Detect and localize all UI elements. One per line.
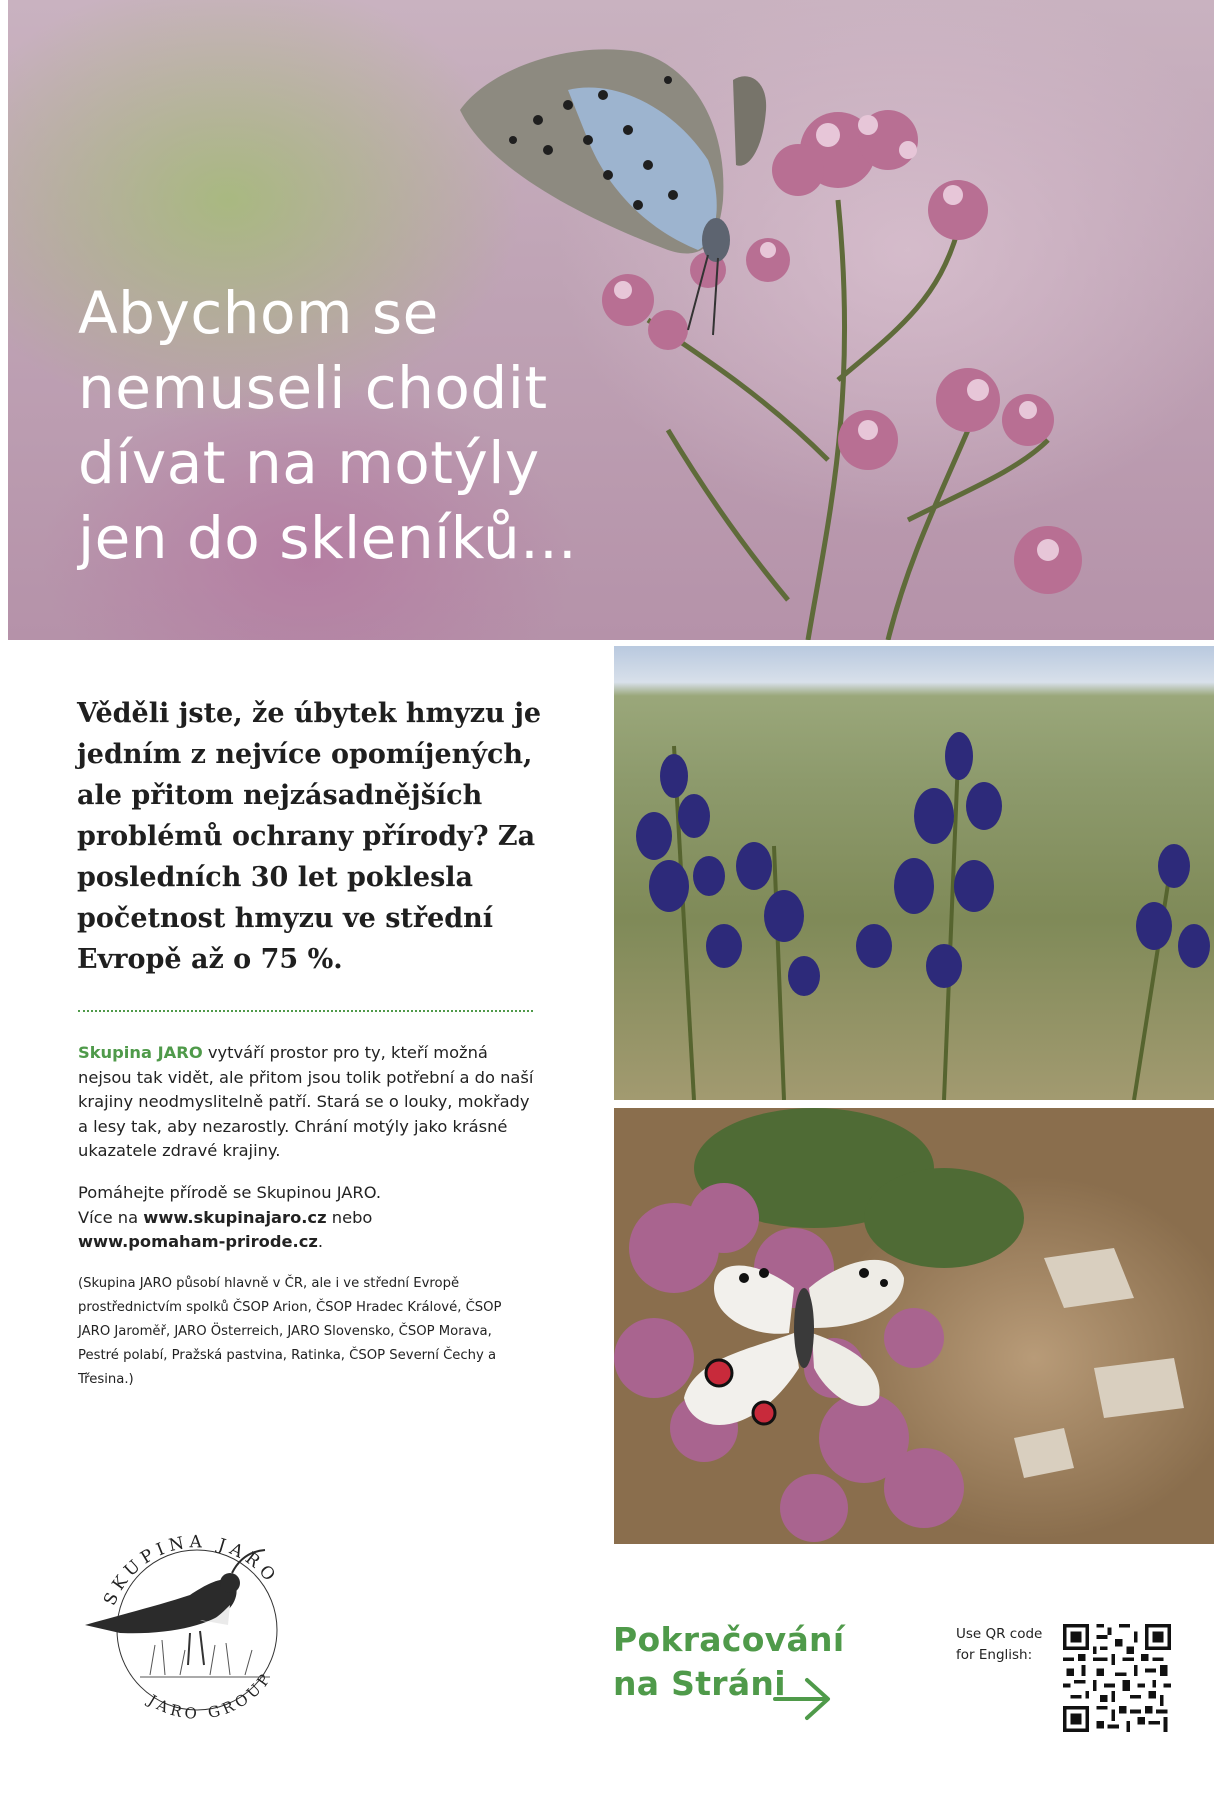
apollo-butterfly-photo [614, 1108, 1214, 1544]
logo-graphic [80, 1505, 310, 1735]
brand-name: Skupina JARO [78, 1043, 203, 1062]
lapwing-icon [85, 1550, 265, 1665]
qr-label-line: Use QR code [956, 1626, 1043, 1642]
sage-illustration [614, 646, 1214, 1100]
link-skupinajaro[interactable]: www.skupinajaro.cz [143, 1207, 327, 1227]
dotted-divider [78, 1010, 533, 1012]
body-paragraph-help [78, 1181, 538, 1255]
arrow-right-icon[interactable] [773, 1676, 833, 1722]
hero-title-line: Abychom se [78, 279, 439, 347]
hero-title-line: nemuseli chodit [78, 354, 548, 422]
hero-title-line: dívat na motýly [78, 429, 540, 497]
hero-photo [8, 0, 1214, 640]
cta-line: na Stráni [613, 1664, 786, 1703]
body-paragraph-text: vytváří prostor pro ty, kteří možná nejsou tak vidět, ale přitom jsou tolik potřební a do naší krajiny neodmyslitelně patří. Stará se o louky, mokřady a lesy tak, aby nezarostly. Chrání motýly jako krásné ukazatele zdravé krajiny. [78, 1043, 534, 1160]
logo-top-text: SKUPINA JARO [100, 1532, 283, 1609]
apollo-illustration [614, 1108, 1214, 1544]
skupina-jaro-logo [80, 1505, 310, 1735]
more-prefix: Více na [78, 1207, 144, 1227]
link-pomaham-prirode[interactable]: www.pomaham-prirode.cz [78, 1232, 318, 1251]
hero-title-line: jen do skleníků... [78, 504, 578, 572]
body-paragraph-about [78, 1041, 538, 1164]
hero-title [78, 276, 577, 576]
grass-icon [140, 1640, 270, 1677]
footnote: (Skupina JARO působí hlavně v ČR, ale i ve střední Evropě prostřednictvím spolků ČSOP Arion, ČSOP Hradec Králové, ČSOP JARO Jaroměř, JARO Österreich, JARO Slovensko, ČSOP Morava, Pestré polabí, Pražská pastvina, Ratinka, ČSOP Severní Čechy a Třesina.) [78, 1276, 502, 1387]
cta-line: Pokračování [613, 1620, 845, 1659]
logo-bottom-text: JARO GROUP [144, 1667, 277, 1723]
period: . [317, 1232, 324, 1251]
qr-code-icon[interactable] [1063, 1624, 1171, 1732]
or-text: nebo [326, 1207, 373, 1227]
meadow-sage-photo [614, 646, 1214, 1100]
lead-paragraph: Věděli jste, že úbytek hmyzu je jedním z nejvíce opomíjených, ale přitom nejzásadnějších problémů ochrany přírody? Za posledních 30 let poklesla početnost hmyzu ve střední Evropě až o 75 %. [77, 698, 542, 975]
qr-label [956, 1624, 1066, 1666]
qr-label-line: for English: [956, 1647, 1033, 1663]
help-line: Pomáhejte přírodě se Skupinou JARO. [78, 1183, 382, 1202]
